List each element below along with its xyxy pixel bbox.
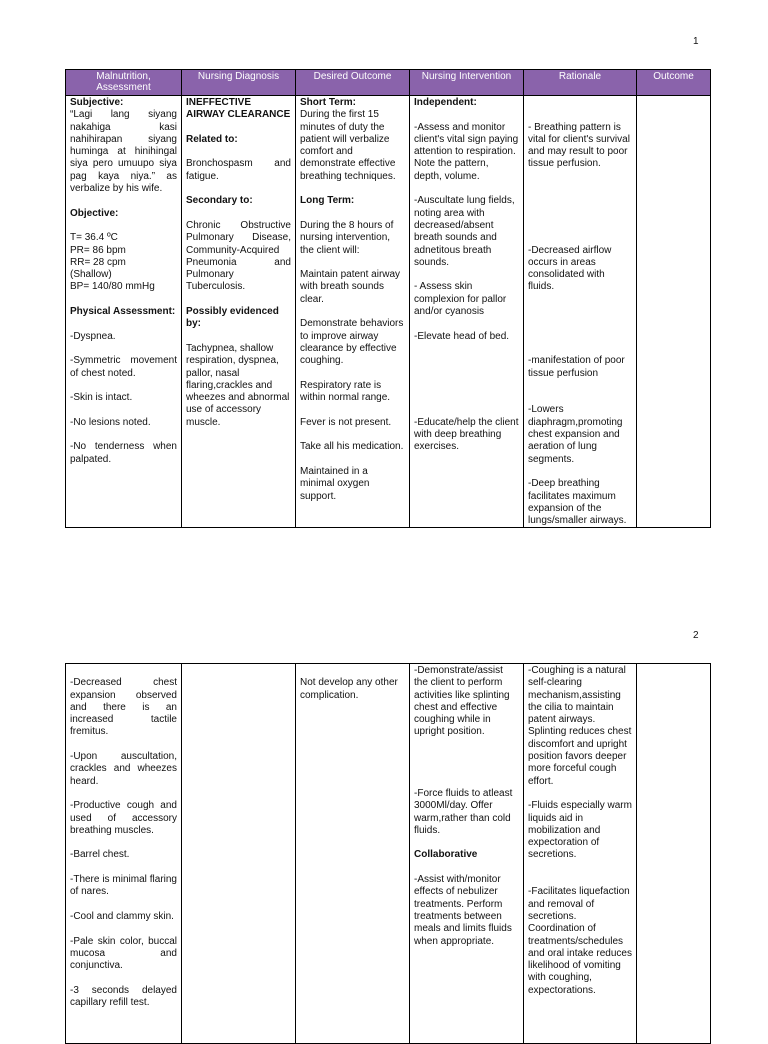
subjective-heading: Subjective: — [70, 97, 124, 108]
header-outcome: Outcome — [637, 70, 711, 96]
intervention-item: -Force fluids to atleast 3000Ml/day. Offer warm,rather than cold fluids. — [414, 787, 513, 836]
intervention-item: - Assess skin complexion for pallor and/or cyanosis — [414, 281, 507, 318]
evidenced-text: Tachypnea, shallow respiration, dyspnea, pallor, nasal flaring,crackles and wheezes and abnormal use of accessory muscle. — [186, 342, 290, 428]
goal-item: Fever is not present. — [300, 416, 392, 428]
rationale-item: -Decreased airflow occurs in areas consolidated with fluids. — [528, 244, 612, 293]
independent-heading: Independent: — [414, 97, 477, 108]
rationale-cell — [524, 96, 637, 528]
table-row — [66, 96, 711, 528]
goal-item: Maintained in a minimal oxygen support. — [300, 465, 370, 502]
intervention-item: -Elevate head of bed. — [414, 330, 510, 342]
rationale-item: -Coughing is a natural self-clearing mechanism,assisting the cilia to maintain patent airways. Splinting reduces chest discomfort and upright position favors deeper more forceful cough effort. — [528, 665, 632, 787]
rationale-item: -Fluids especially warm liquids aid in mobilization and expectoration of secretions. — [528, 800, 632, 861]
rationale-item: - Breathing pattern is vital for client's survival and may result to poor tissue perfusion. — [528, 121, 630, 170]
outcome-cell — [637, 664, 711, 1044]
diagnosis-title: INEFFECTIVE AIRWAY CLEARANCE — [186, 97, 291, 121]
assessment-cell — [66, 664, 182, 1044]
subjective-text: “Lagi lang siyang nakahiga kasi nahihirapan siyang huminga at hinihingal siya pero umuupo siya pag kaya niya.” as verbalize by his wife. — [70, 109, 177, 195]
finding-item: -Dyspnea. — [70, 330, 116, 342]
evidenced-heading: Possibly evidenced by: — [186, 306, 279, 330]
intervention-cell — [410, 96, 524, 528]
vital-sign: T= 36.4 ºC — [70, 232, 118, 244]
goal-item: Take all his medication. — [300, 441, 404, 453]
intervention-item: -Educate/help the client with deep breathing exercises. — [414, 416, 519, 453]
vital-sign: PR= 86 bpm — [70, 244, 126, 256]
nursing-care-plan-table — [65, 69, 711, 528]
page-number: 1 — [693, 36, 699, 47]
intervention-item: -Assess and monitor client's vital sign paying attention to respiration. Note the pattern, depth, volume. — [414, 121, 519, 182]
short-term-text: During the first 15 minutes of duty the patient will verbalize comfort and demonstrate effective breathing techniques. — [300, 109, 396, 182]
vital-sign: (Shallow) — [70, 269, 112, 281]
rationale-item: -Lowers diaphragm,promoting chest expansion and aeration of lung segments. — [528, 404, 623, 465]
intervention-item: -Assist with/monitor effects of nebulizer treatments. Perform treatments between meals and limits fluids when appropriate. — [414, 874, 512, 947]
related-heading: Related to: — [186, 133, 238, 145]
goal-item: Maintain patent airway with breath sounds clear. — [300, 269, 401, 305]
long-term-intro: During the 8 hours of nursing intervention, the client will: — [300, 219, 394, 256]
vital-sign: RR= 28 cpm — [70, 256, 126, 268]
short-term-heading: Short Term: — [300, 97, 356, 108]
secondary-heading: Secondary to: — [186, 195, 253, 207]
collaborative-heading: Collaborative — [414, 849, 478, 861]
secondary-text: Chronic Obstructive Pulmonary Disease, Community-Acquired Pneumonia and Pulmonary Tuberculosis. — [186, 219, 291, 293]
finding-item: -No tenderness when palpated. — [70, 441, 177, 465]
finding-item: -3 seconds delayed capillary refill test. — [70, 984, 177, 1009]
goal-item: Not develop any other complication. — [300, 677, 398, 701]
rationale-item: -manifestation of poor tissue perfusion — [528, 355, 625, 379]
related-text: Bronchospasm and fatigue. — [186, 158, 291, 182]
goal-item: Demonstrate behaviors to improve airway clearance by effective coughing. — [300, 318, 404, 367]
finding-item: -Cool and clammy skin. — [70, 910, 174, 922]
finding-item: -Skin is intact. — [70, 392, 133, 404]
intervention-item: -Auscultate lung fields, noting area with decreased/absent breath sounds and adnetitous breath sounds. — [414, 195, 515, 268]
page-number: 2 — [693, 630, 699, 641]
intervention-cell — [410, 664, 524, 1044]
rationale-cell — [524, 664, 637, 1044]
header-rationale: Rationale — [524, 70, 637, 96]
desired-outcome-cell — [296, 96, 410, 528]
finding-item: -No lesions noted. — [70, 416, 151, 428]
header-intervention: Nursing Intervention — [410, 70, 524, 96]
objective-heading: Objective: — [70, 207, 119, 219]
diagnosis-cell — [182, 664, 296, 1044]
nursing-care-plan-table-continued — [65, 663, 711, 1044]
desired-outcome-cell — [296, 664, 410, 1044]
goal-item: Respiratory rate is within normal range. — [300, 379, 391, 404]
long-term-heading: Long Term: — [300, 195, 355, 207]
header-desired-outcome: Desired Outcome — [296, 70, 410, 96]
header-diagnosis: Nursing Diagnosis — [182, 70, 296, 96]
diagnosis-cell — [182, 96, 296, 528]
header-row — [66, 70, 711, 96]
physical-heading: Physical Assessment: — [70, 306, 176, 318]
finding-item: -Barrel chest. — [70, 849, 130, 861]
finding-item: -Symmetric movement of chest noted. — [70, 355, 177, 379]
rationale-item: -Facilitates liquefaction and removal of secretions. Coordination of treatments/schedules and oral intake reduces likelihood of vomiting with coughing, expectorations. — [528, 886, 632, 996]
outcome-cell — [637, 96, 711, 528]
header-assessment: Malnutrition, Assessment — [66, 70, 182, 96]
finding-item: -There is minimal flaring of nares. — [70, 874, 177, 898]
intervention-item: -Demonstrate/assist the client to perform activities like splinting chest and effective coughing while in upright position. — [414, 664, 510, 738]
rationale-item: -Deep breathing facilitates maximum expansion of the lungs/smaller airways. — [528, 478, 627, 527]
finding-item: -Pale skin color, buccal mucosa and conjunctiva. — [70, 935, 177, 972]
vital-sign: BP= 140/80 mmHg — [70, 281, 155, 293]
finding-item: -Upon auscultation, crackles and wheezes heard. — [70, 751, 177, 787]
table-row — [66, 664, 711, 1044]
finding-item: -Decreased chest expansion observed and there is an increased tactile fremitus. — [70, 677, 177, 738]
finding-item: -Productive cough and used of accessory breathing muscles. — [70, 800, 177, 836]
assessment-cell — [66, 96, 182, 528]
